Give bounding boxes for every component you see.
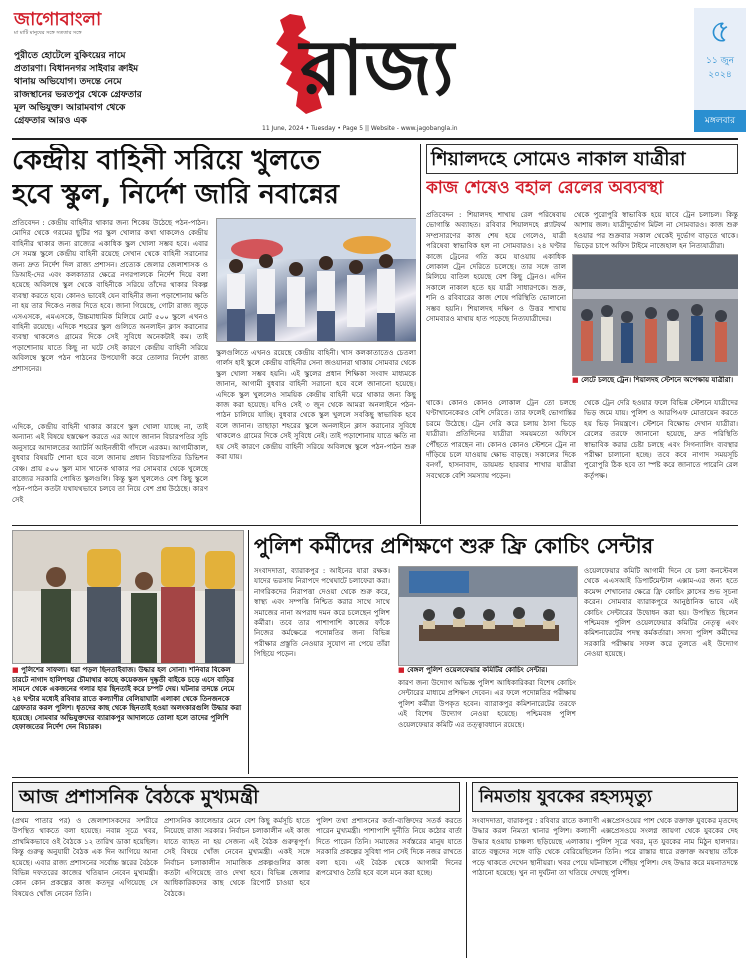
- arrest-illustration: [13, 531, 243, 663]
- story-cm-meeting[interactable]: [12, 782, 462, 958]
- story4-caption: [398, 666, 576, 676]
- day-bn: মঙ্গলবার: [694, 110, 746, 132]
- station-crowd-illustration: [573, 255, 738, 375]
- story-central-forces[interactable]: [12, 144, 416, 522]
- story1-body-a: প্রতিবেদন : কেন্দ্রীয় বাহিনীর থাকার জন্য শিকেয় উঠেছে পঠন-পাঠন। মোদির থেকে গরমের ছুটির পর স্কুল খোলার কথা থাকলেও কেন্দ্রীয় বাহিনীর থাকার জন্য রাজ্যের একাধিক স্কুল খোলা সম্ভব হবে। এবার সে সমস্ত স্কুলে কেন্দ্রীয় বাহিনী রয়েছে সেখান থেকে বাহিনী সরানোর জন্য দ্রুত নির্দেশ দিল রাজ্য প্রশাসন। প্রত্যেক জেলার জেলাশাসক ও ডিআই-দের এবং কলকাতার ক্ষেত্রে নগরপালকে নির্দেশ দিয়ে বলা হয়েছে অবিলম্বে স্কুল থেকে বাহিনীকে সরিয়ে তাঁদের থাকার বিকল্প ব্যবস্থা করতে হবে। কোনও ভাবেই যেন বাহিনীর জন্য পড়াশোনায় ক্ষতি না হয় তার দিকেও নজর দিতে হবে। জানা গিয়েছে, গোটা রাজ্য জুড়ে এসএসকে, এমএসকে, উচ্চমাধ্যমিক মিলিয়ে মোট ৫০০ স্কুলে এখনও বাহিনী রয়েছে। এদিকে শহরের স্কুল গুলিতে অনলাইন ক্লাস করানোর ব্যবস্থা থাকলেও গ্রামের দিকে সেই সুবিধে অনেকটাই কম। তাই পড়াশোনায় যাতে কিছু না ঘটে সেই কারণে কেন্দ্রীয় বাহিনী সরিয়ে অবিলম্বে স্কুলে পঠন পাঠনের উপযোগী করে তোলার নির্দেশ রাজ্য প্রশাসনের।: [12, 218, 208, 373]
- col-divider: [248, 530, 249, 774]
- story5-body-c: পুলিশ তথা প্রশাসনের কর্তা-ব্যক্তিদের সতর্ক করতে পারেন মুখ্যমন্ত্রী। পাশাপাশি দুর্নীতি নিয়ে কঠোর বার্তা দিতে পারেন তিনি। সমাজের সর্বস্তরের মানুষ যাতে সরকারি প্রকল্পের সুবিধা পান সেই দিকে নজর রাখতে বলা হবে। এই বৈঠক থেকে আগামী দিনের রূপরেখাও তৈরি হবে বলে মনে করা হচ্ছে।: [316, 816, 462, 878]
- col-divider: [466, 782, 467, 958]
- story4-body-a: সংবাদদাতা, ব্যারাকপুর : আইনের যারা রক্ষক। যাদের ভরসায় নিরাপদে পথেঘাটে চলাফেরা করা। নাগরিকদের নিরাপত্তা দেওয়া থেকে শুরু করে, স্বাস্থ্য এবং সম্পত্তি নিশ্চিত করার সাথে সাথে সমাজের নানা অপরাধ দমন করে চলেছেন পুলিশ কর্মীরা। তবে তার পাশাপাশি কাজের ফাঁকে নিজের কর্মক্ষেত্রে পদোন্নতির জন্য বিভিন্ন পরীক্ষার প্রস্তুতি নেওয়ার সুযোগ না পেয়ে তাঁরা পিছিয়ে পড়েন।: [254, 566, 390, 659]
- story1-body-c: স্কুলগুলিতে এখনও রয়েছে কেন্দ্রীয় বাহিনী। খাস কলকাতাতেও চেতলা গার্লস হাই স্কুলে কেন্দ্রীয় বাহিনীর সেনা জওয়ানরা থাকায় সোমবার থেকে স্কুল খোলা সম্ভব হয়নি। এই স্কুলের প্রধান শিক্ষিকা সংবাদ মাধ্যমকে জানান, আগামী বুধবার বাহিনী সরানো হবে বলে জানানো হয়েছে। এদিকে স্কুল খুললেও সাময়িক কেন্দ্রীয় বাহিনী ঘরে থাকার জন্য কিছু কাজ করা হয়েছে। যদিও সেই ৩ জুন থেকে আমরা অনলাইনে পঠন-পাঠন চালিয়ে যাচ্ছি। বুধবার থেকে স্কুল খুললে সবকিছু স্বাভাবিক হবে বলে জানান। তাছাড়া শহরের স্কুলে অনলাইনে ক্লাস করানোর সুবিধে থাকলেও গ্রামের দিকে সেই সুবিধে নেই। তাই পড়াশোনায় যাতে ক্ষতি না হয় সেই কারণে কেন্দ্রীয় বাহিনী সরিয়ে অবিলম্বে স্কুলে পঠন-পাঠন শুরু করা যায়।: [216, 348, 416, 462]
- story2-subhead: কাজ শেষেও বহাল রেলের অব্যবস্থা: [426, 178, 664, 198]
- story4-headline: পুলিশ কর্মীদের প্রশিক্ষণে শুরু ফ্রি কোচিং সেন্টার: [254, 534, 654, 558]
- caption-marker: ■: [572, 376, 582, 384]
- story2-body-b: থেকে পুরোপুরি স্বাভাবিক হয়ে যাবে ট্রেন চলাচল। কিন্তু আশায় জল। যাত্রীদুর্ভোগ মিটল না সোমবারও। কাজ শুরু হওয়ার পর শুক্রবার সকাল থেকেই দুর্ভোগ বাড়তে থাকে। ভিড়ের চাপে অফিস টাইমে নাজেহাল হন নিত্যযাত্রীরা।: [574, 210, 738, 251]
- story2-body-d: থেকে ট্রেন দেরি হওয়ার ফলে বিভিন্ন স্টেশনে যাত্রীদের ভিড় জমে যায়। পুলিশ ও আরপিএফ মোতায়েন করতে হয় ভিড় নিয়ন্ত্রণে। স্টেশনে বিক্ষোভ দেখান যাত্রীরা। রেলের তরফে জানানো হয়েছে, দ্রুত পরিস্থিতি স্বাভাবিক করার চেষ্টা চলছে এবং সিগন্যালিং ব্যবস্থার পরীক্ষা চালানো হচ্ছে। তবে কবে নাগাদ সময়সূচি পুরোপুরি ঠিক হবে তা স্পষ্ট করে জানাতে পারেনি রেল কর্তৃপক্ষ।: [584, 398, 738, 480]
- logo-text: জাগোবাংলা: [14, 9, 102, 30]
- story1-headline: [12, 144, 416, 212]
- school-students-photo: [216, 218, 416, 342]
- story6-headline: নিমতায় যুবকের রহস্যমৃত্যু: [472, 782, 738, 812]
- brief-line: মূল অভিযুক্ত। আরামবাগ থেকে: [14, 103, 126, 113]
- row-divider: [12, 777, 738, 778]
- dateline: 11 June, 2024 • Tuesday • Page 5 || Website - www.jagobangla.in: [262, 125, 458, 132]
- col-divider: [420, 144, 421, 524]
- brief-line: গ্রেফতার আরও এক: [14, 116, 87, 126]
- brief-line: পুরীতে হোটেলে বুকিংয়ের নামে: [14, 51, 126, 61]
- story2-headline: শিয়ালদহে সোমেও নাকাল যাত্রীরা: [426, 144, 738, 174]
- date-panel: [694, 8, 746, 132]
- logo-tagline: মা মাটি মানুষের সঙ্গে সততার সঙ্গে: [14, 30, 82, 36]
- row-divider: [12, 525, 738, 526]
- caption-text: পুলিশের সাফল্য। ধরা পড়ল ছিনতাইবাজ। উদ্ধার হল সোনা। শনিবার বিকেল চারটে নাগাদ হালিশহর চৌমাথার কাছে কয়েকজন দুষ্কৃতী বাইকে চড়ে এসে বাড়ির সামনে থেকে একজনের গলার হার ছিনতাই করে চম্পট দেয়। ঘটনার তদন্তে নেমে ২৪ ঘণ্টার মধ্যেই রবিবার রাতে কল্যাণীর বেলিয়াঘাটা এলাকা থেকে তিনজনকে গ্রেফতার করল পুলিশ। ধৃতদের কাছ থেকে ছিনতাই হওয়া অলংকারগুলি উদ্ধার করা হয়েছে। সোমবার অভিযুক্তদের ব্যারাকপুর আদালতে তোলা হলে তাদের পুলিশি হেফাজতের নির্দেশ দেন বিচারক।: [12, 666, 242, 731]
- students-illustration: [217, 219, 416, 341]
- masthead-divider: [12, 138, 738, 140]
- story-coaching[interactable]: [254, 530, 738, 774]
- brief-box[interactable]: [14, 50, 214, 128]
- page-number: ৫: [709, 12, 731, 50]
- story-sealdah[interactable]: [426, 144, 738, 522]
- story-nimta-death[interactable]: [472, 782, 738, 958]
- headline-line: কেন্দ্রীয় বাহিনী সরিয়ে খুলতে: [12, 145, 321, 176]
- brief-line: থানায় অভিযোগ। তদন্তে নেমে: [14, 77, 122, 87]
- story2-body-a: প্রতিবেদন : শিয়ালদহ শাখায় রেল পরিষেবায় ভোগান্তি অব্যাহত। রবিবার শিয়ালদহে প্ল্যাটফর্ম সম্প্রসারণের কাজ শেষ হয়ে গেলেও, যাত্রী পরিষেবা স্বাভাবিক হল না সোমবারও। ২৪ ঘণ্টার কাজে ট্রেনের গতি কমে যাওয়ায় একাধিক লোকাল ট্রেন দেরিতে চলেছে। তার সঙ্গে তাল মিলিয়ে বাতিল হয়েছে বেশ কিছু ট্রেনও। এদিন সকালে নাকাল হতে হয় যাত্রী সাধারণকে। শুক্র, শনি ও রবিবারের কাজ শেষে পরিস্থিতি ভোলানো সম্ভব হয়নি। শিয়ালদহ দক্ষিণ ও উত্তর শাখায় সোমবারও মাথায় হাত পড়েছে নিত্যযাত্রীদের।: [426, 210, 566, 324]
- date-bn: ১১ জুন ২০২৪: [706, 56, 734, 80]
- story1-body-b: এদিকে, কেন্দ্রীয় বাহিনী থাকার কারণে স্কুল খোলা যাচ্ছে না, তাই অন্যান্য এই বিষয়ে হস্তক্ষেপ করতে এর আগে জানান বিচারপতির সূচি অনুসারে আদালতের অ্যাটর্নি আইনজীবী গাঁদলে এরকম। আগামীকাল, বুধবার বিষয়টি শোনা হবে বলে জানায় প্রধান বিচারপতির ডিভিশন বেঞ্চ। প্রায় ৫০০ স্কুল মাস খানেক থাকার পর সোমবার থেকে খুলেছে রাজ্যের সরকারি পোষিত স্কুলগুলি। কিন্তু স্কুল খুললেও বেশ কিছু স্কুলে পঠন-পাঠন কতটা যথাযথভাবে চলবে তা নিয়ে বেশ প্রশ্ন উঠেছে। কারণ সেই: [12, 422, 208, 504]
- caption-text: লেটে চলছে ট্রেন। শিয়ালদহ স্টেশনে অপেক্ষায় যাত্রীরা।: [581, 376, 734, 384]
- story2-body-c: থাকে। কোনও কোনও লোকাল ট্রেন তো চলছে ঘণ্টাখানেকেরও বেশি দেরিতে। তার ফলেই ভোগান্তির চরমে উঠেছে। ট্রেন দেরি করে চলায় ঠাসা ভিড়ে যাত্রীরা। প্রতিদিনের যাত্রীরা সময়মতো অফিসে পৌঁছতে পারছেন না। কোনও কোনও স্টেশনে ট্রেন না দাঁড়িয়ে চলে যাওয়ায় ক্ষোভ বাড়ছে। সকালের দিকে বনগাঁ, হাসনাবাদ, ডায়মন্ড হারবার শাখার যাত্রীরা সবথেকে বেশি সমস্যায় পড়েন।: [426, 398, 576, 480]
- masthead: [0, 0, 750, 138]
- page-title: রাজ্য: [300, 23, 454, 112]
- jagobangla-logo: [14, 10, 124, 46]
- story5-headline: আজ প্রশাসনিক বৈঠকে মুখ্যমন্ত্রী: [12, 782, 460, 812]
- story4-body-c: ওয়েলফেয়ার কমিটি আগামী দিনে যে চলা কনস্টেবল থেকে এএসআই ডিপার্টমেন্টাল এক্সাম-এর জন্য হতে কমেন্স শেখানোর ক্ষেত্রে ফ্রি কোচিং ক্লাসের শুভ সূচনা করেন। সোমবার ব্যারাকপুরে আনুষ্ঠানিক ভাবে এই কোচিং সেন্টারের উদ্বোধন করা হয়। উপস্থিত ছিলেন পশ্চিমবঙ্গ পুলিশ ওয়েলফেয়ার কমিটির নেতৃত্ব এবং কমিশনারেটের পদস্থ কর্মকর্তারা। সদস্য পুলিশ কর্মীদের সরকারি পরীক্ষায় সফল করে তুলতে এই উদ্যোগ নেওয়া হয়েছে।: [584, 566, 738, 659]
- coaching-centre-photo: [398, 566, 578, 666]
- caption-marker: ■: [12, 666, 22, 674]
- story6-body: সংবাদদাতা, বারাকপুর : রবিবার রাতে কল্যাণী এক্সপ্রেসওয়ের পাশ থেকে রক্তাক্ত যুবকের মৃতদেহ উদ্ধার করল নিমতা থানার পুলিশ। কল্যাণী এক্সপ্রেসওয়ে সংলগ্ন জায়গা থেকে যুবকের দেহ উদ্ধার হওয়ায় চাঞ্চল্য ছড়িয়েছে এলাকায়। পুলিশ সূত্রে খবর, মৃত যুবকের নাম মিঠুন হালদার। রাতে বন্ধুদের সঙ্গে বাড়ি থেকে বেরিয়েছিলেন তিনি। পরে রাস্তার ধারে রক্তাক্ত অবস্থায় তাঁকে পড়ে থাকতে দেখেন স্থানীয়রা। খবর পেয়ে ঘটনাস্থলে পৌঁছয় পুলিশ। দেহ উদ্ধার করে ময়নাতদন্তে পাঠানো হয়েছে। খুন না দুর্ঘটনা তা খতিয়ে দেখছে পুলিশ।: [472, 816, 738, 878]
- caption-text: বেঙ্গল পুলিশ ওয়েলফেয়ার কমিটির কোচিং সেন্টার।: [407, 666, 548, 674]
- headline-line: হবে স্কুল, নির্দেশ জারি নবান্নের: [12, 179, 339, 210]
- meeting-room-illustration: [399, 567, 577, 665]
- story4-body-b: কারণ জন্য উদ্যোগ অভিজ্ঞ পুলিশ আধিকারিকরা বিশেষ কোচিং সেন্টারের মাধ্যমে প্রশিক্ষণ দেবেন। এর ফলে পদোন্নতির পরীক্ষায় পুলিশ কর্মীরা উপকৃত হবেন। ব্যারাকপুর কমিশনারেটের তরফে এই বিশেষ উদ্যোগ নেওয়া হয়েছে। পশ্চিমবঙ্গ পুলিশ ওয়েলফেয়ার কমিটি এর তত্ত্বাবধানে রয়েছে।: [398, 678, 576, 729]
- story-arrest[interactable]: [12, 530, 244, 774]
- caption-marker: ■: [398, 666, 408, 674]
- story5-body-b: প্রশাসনিক ক্যালেন্ডার মেনে বেশ কিছু কর্মসূচি হাতে নিয়েছে রাজ্য সরকার। নির্বাচন চলাকালীন এই কাজ যাতে ব্যাহত না হয় সেজন্য এই বৈঠক গুরুত্বপূর্ণ। সেই বিষয়ে খোঁজ নেবেন মুখ্যমন্ত্রী। একই সঙ্গে নির্বাচন চলাকালীন সামাজিক প্রকল্পগুলির কাজ কতটা এগিয়েছে তাও দেখা হবে। বিভিন্ন জেলার আধিকারিকদের কাছ থেকে রিপোর্ট চাওয়া হবে বৈঠকে।: [164, 816, 310, 898]
- story5-body-a: (প্রথম পাতার পর) ও জেলাশাসকদের সশরীরে উপস্থিত থাকতে বলা হয়েছে। নবান্ন সূত্রে খবর, প্রাথমিকভাবে ওই বৈঠকে ১২ তারিখ ডাকা হয়েছিল। কিন্তু গুরুত্ব অনুযায়ী বৈঠক এক দিন আগিয়ে আনা হয়েছে। এবার রাজ্য প্রশাসনের সর্বোচ্চ স্তরের বৈঠকে বিভিন্ন দফতরের কাজের খতিয়ান নেবেন মুখ্যমন্ত্রী। কোন কোন প্রকল্পের কাজ কতদূর এগিয়েছে সে বিষয়েও খোঁজ নেবেন তিনি।: [12, 816, 158, 898]
- arrest-photo: [12, 530, 244, 664]
- brief-line: রাজস্থানের ভরতপুর থেকে গ্রেফতার: [14, 90, 142, 100]
- brief-line: প্রতারণা। বিধাননগর সাইবার ক্রাইম: [14, 64, 139, 74]
- sealdah-station-photo: [572, 254, 738, 376]
- story3-caption: [12, 666, 242, 774]
- story2-caption: [572, 376, 738, 386]
